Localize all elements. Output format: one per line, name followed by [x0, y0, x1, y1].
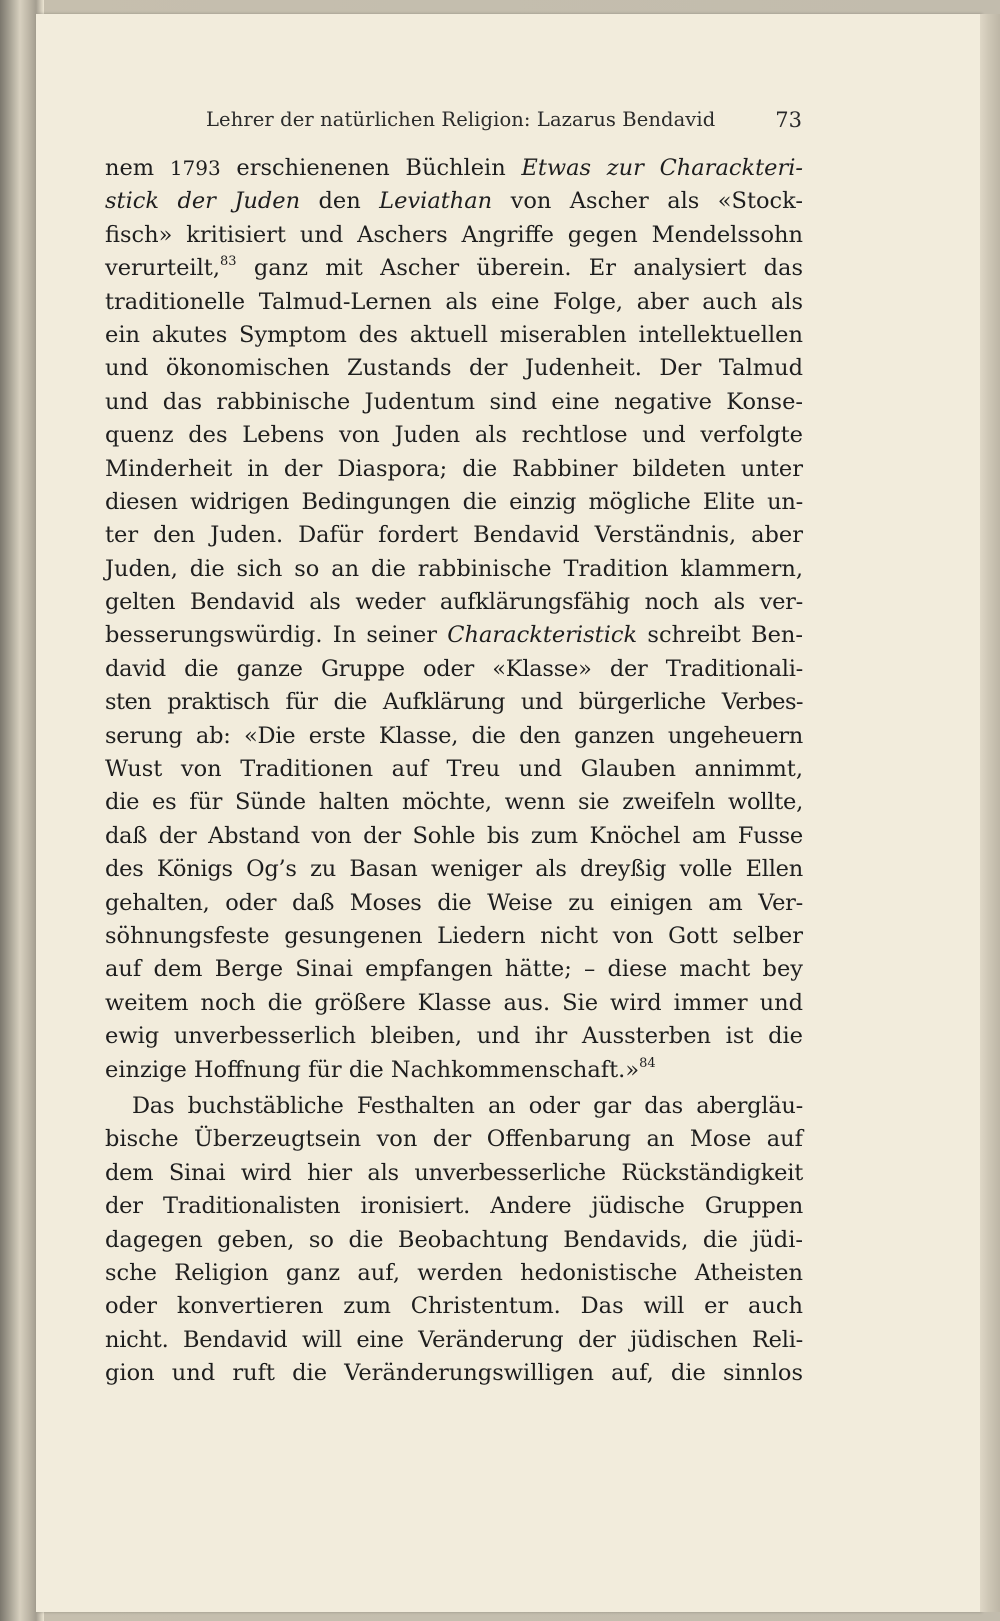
text-line: serung ab: «Die erste Klasse, die den ganzen ungeheuern	[105, 722, 803, 749]
text-line	[105, 619, 803, 652]
text-line: ein akutes Symptom des aktuell miserablen intellektuellen	[105, 321, 803, 348]
text-line: und das rabbinische Judentum sind eine negative Konse-	[105, 388, 803, 415]
text-line: des Königs Og’s zu Basan weniger als dreyßig volle Ellen	[105, 856, 803, 883]
year: 1793	[169, 156, 221, 180]
text-line	[105, 1054, 803, 1087]
running-title: Lehrer der natürlichen Religion: Lazarus Bendavid	[206, 108, 716, 131]
text-line: ter den Juden. Dafür fordert Bendavid Verständnis, aber	[105, 522, 803, 549]
text-segment: nem	[105, 155, 170, 181]
text-line: Minderheit in der Diaspora; die Rabbiner bildeten unter	[105, 455, 803, 482]
paragraph-first-line: Das buchstäbliche Festhalten an oder gar das abergläu-	[132, 1092, 803, 1119]
text-line: sten praktisch für die Aufklärung und bürgerliche Verbes-	[105, 689, 803, 716]
text-segment: besserungswürdig. In seiner	[105, 622, 448, 649]
footnote-ref: 83	[219, 254, 237, 270]
text-line: oder konvertieren zum Christentum. Das will er auch	[105, 1293, 803, 1320]
text-line: daß der Abstand von der Sohle bis zum Knöchel am Fusse	[105, 822, 803, 849]
running-head	[206, 104, 802, 138]
text-line: quenz des Lebens von Juden als rechtlose und verfolgte	[105, 422, 803, 449]
book-title: Charackteristick	[447, 622, 638, 649]
text-line: david die ganze Gruppe oder «Klasse» der Traditionali-	[105, 655, 803, 682]
text-line: diesen widrigen Bedingungen die einzig mögliche Elite un-	[105, 488, 803, 515]
book-title: Leviathan	[379, 188, 493, 215]
text-segment: den	[300, 188, 380, 215]
text-line: die es für Sünde halten möchte, wenn sie zweifeln wollte,	[105, 789, 803, 816]
text-line: ewig unverbesserlich bleiben, und ihr Aussterben ist die	[105, 1023, 803, 1050]
page-number: 73	[775, 108, 802, 132]
text-segment: erschienenen Büchlein	[220, 155, 522, 181]
text-line: Wust von Traditionen auf Treu und Glauben annimmt,	[105, 756, 803, 783]
text-line: Juden, die sich so an die rabbinische Tradition klammern,	[105, 555, 803, 582]
text-line: bische Überzeugtsein von der Offenbarung an Mose auf	[105, 1126, 803, 1153]
text-line	[105, 152, 803, 185]
text-line: und ökonomischen Zustands der Judenheit. Der Talmud	[105, 355, 803, 382]
page-edge	[980, 14, 1000, 1612]
text-segment: verurteilt,	[105, 255, 220, 282]
text-segment: schreibt Ben-	[637, 622, 803, 649]
text-line	[105, 185, 803, 218]
text-line: der Traditionalisten ironisiert. Andere jüdische Gruppen	[105, 1193, 803, 1220]
book-title: stick der Juden	[105, 188, 301, 215]
text-line: fisch» kritisiert und Aschers Angriffe gegen Mendelssohn	[105, 221, 803, 248]
text-line: gehalten, oder daß Moses die Weise zu einigen am Ver-	[105, 889, 803, 916]
text-line: nicht. Bendavid will eine Veränderung der jüdischen Reli-	[105, 1326, 803, 1353]
text-line: traditionelle Talmud-Lernen als eine Folge, aber auch als	[105, 288, 803, 315]
text-line: gelten Bendavid als weder aufklärungsfähig noch als ver-	[105, 589, 803, 616]
book-title: Etwas zur Charackteri-	[521, 155, 804, 181]
body-text	[105, 152, 803, 1390]
text-line: dem Sinai wird hier als unverbesserliche Rückständigkeit	[105, 1159, 803, 1186]
text-line: söhnungsfeste gesungenen Liedern nicht von Gott selber	[105, 922, 803, 949]
text-segment: ganz mit Ascher überein. Er analysiert das	[236, 255, 803, 282]
text-line: dagegen geben, so die Beobachtung Bendavids, die jüdi-	[105, 1226, 803, 1253]
text-line: auf dem Berge Sinai empfangen hätte; – diese macht bey	[105, 956, 803, 983]
text-line: gion und ruft die Veränderungswilligen auf, die sinnlos	[105, 1360, 803, 1387]
text-line: sche Religion ganz auf, werden hedonistische Atheisten	[105, 1259, 803, 1286]
text-line	[105, 252, 803, 285]
text-segment: einzige Hoffnung für die Nachkommenschaft.»	[105, 1056, 640, 1083]
text-line: weitem noch die größere Klasse aus. Sie wird immer und	[105, 989, 803, 1016]
text-segment: von Ascher als «Stock-	[492, 188, 803, 215]
footnote-ref: 84	[639, 1055, 656, 1071]
